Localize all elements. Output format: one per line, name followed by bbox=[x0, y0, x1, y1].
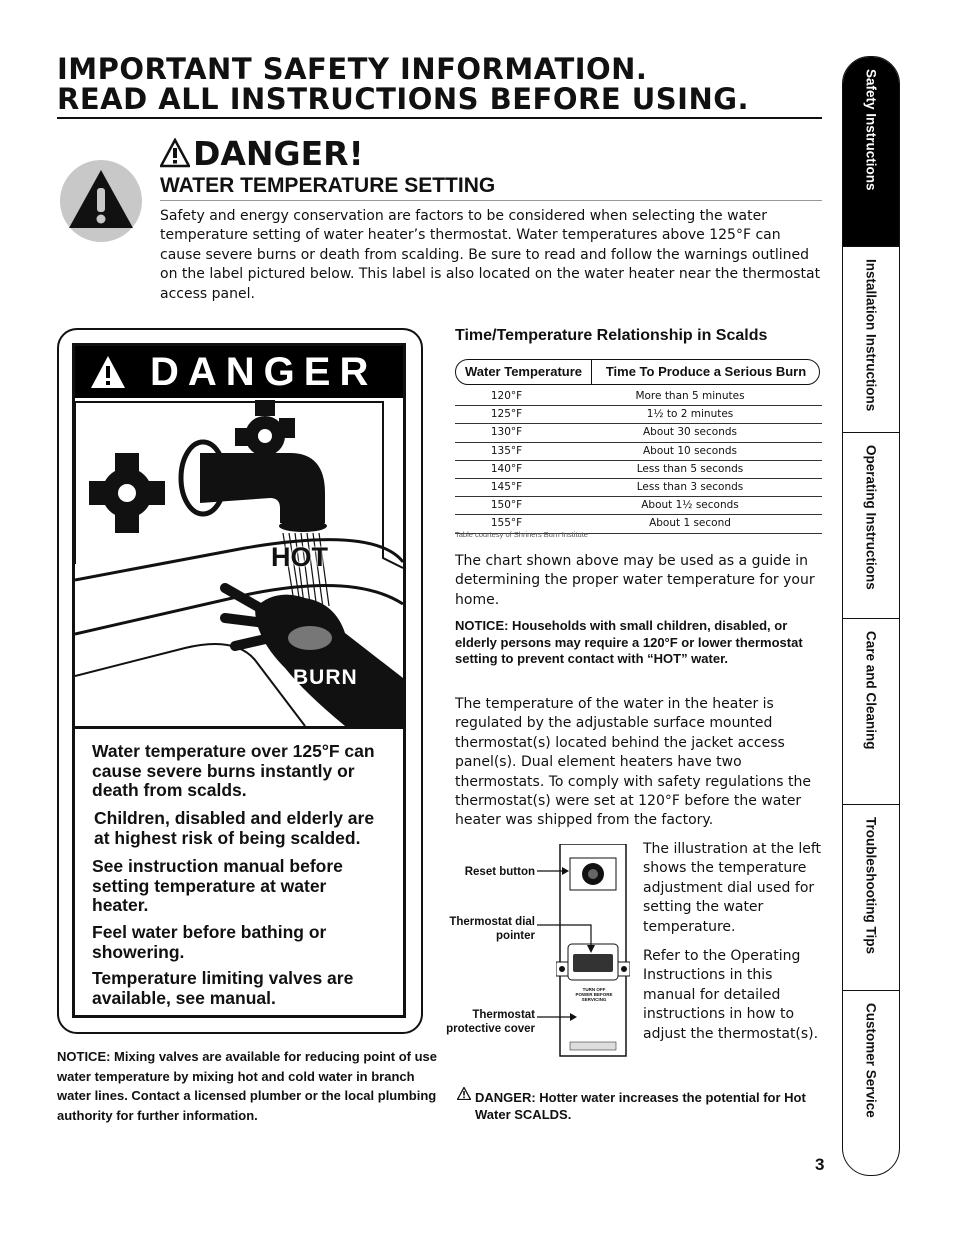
intro-paragraph: Safety and energy conservation are factors to be considered when selecting the water temperature setting of water heater’s thermostat. Water temperatures above 125°F can cause severe burns or death from scalding. Be sure to read and follow the warnings outlined on the label pictured below. This label is also located on the water heater near the thermostat access panel. bbox=[160, 208, 821, 302]
tab-label: Troubleshooting Tips bbox=[863, 817, 879, 954]
time-cell: Less than 3 seconds bbox=[636, 480, 744, 493]
tab-safety-instructions[interactable] bbox=[843, 57, 899, 246]
temp-cell: 155°F bbox=[490, 517, 523, 530]
time-cell: About 1 second bbox=[649, 517, 731, 530]
tab-label: Customer Service bbox=[863, 1003, 879, 1118]
refer-paragraph: Refer to the Operating Instructions in this manual for detailed instructions in how to adjust the thermostat(s). bbox=[643, 948, 819, 1042]
time-cell: Less than 5 seconds bbox=[636, 462, 744, 475]
time-cell: 1½ to 2 minutes bbox=[646, 408, 734, 421]
tab-customer-service[interactable] bbox=[843, 990, 899, 1176]
label-warning-1: Water temperature over 125°F can cause severe burns instantly or death from scalds. bbox=[92, 741, 375, 800]
temp-cell: 140°F bbox=[490, 462, 523, 475]
section-sidebar bbox=[842, 56, 900, 1176]
table-row bbox=[455, 443, 822, 461]
label-warning-4: Feel water before bathing or showering. bbox=[92, 922, 327, 962]
column-header-temperature: Water Temperature bbox=[456, 360, 592, 384]
warning-circle-icon bbox=[60, 160, 142, 242]
service-warning-text: TURN OFF POWER BEFORE SERVICING bbox=[575, 987, 613, 1002]
label-warning-3: See instruction manual before setting temperature at water heater. bbox=[92, 856, 343, 915]
warning-triangle-icon bbox=[89, 354, 127, 390]
hot-water-danger-note: DANGER: Hotter water increases the potential for Hot Water SCALDS. bbox=[475, 1090, 806, 1122]
guide-paragraph: The chart shown above may be used as a guide in determining the proper water temperature for your home. bbox=[455, 553, 815, 608]
burn-label: BURN bbox=[293, 666, 358, 689]
danger-title-text: DANGER! bbox=[193, 134, 364, 173]
time-cell: About 1½ seconds bbox=[641, 499, 739, 512]
label-warning-5: Temperature limiting valves are available, see manual. bbox=[92, 968, 354, 1008]
table-row bbox=[455, 424, 822, 442]
danger-title bbox=[160, 134, 364, 174]
time-cell: More than 5 minutes bbox=[635, 390, 745, 402]
warning-triangle-icon bbox=[160, 138, 190, 168]
households-notice: NOTICE: Households with small children, disabled, or elderly persons may require a 120°F or lower thermostat setting to prevent contact with “HOT” water. bbox=[455, 618, 803, 666]
temp-cell: 150°F bbox=[490, 499, 523, 512]
tab-label: Care and Cleaning bbox=[863, 631, 879, 750]
table-row bbox=[455, 497, 822, 515]
temp-cell: 130°F bbox=[490, 426, 523, 439]
mixing-valve-notice: NOTICE: Mixing valves are available for reducing point of use water temperature by mixing hot and cold water in branch water lines. Contact a licensed plumber or the local plumbing authority for further information. bbox=[57, 1049, 437, 1123]
thermostat-paragraph: The temperature of the water in the heater is regulated by the adjustable surface mounted thermostat(s) located behind the jacket access panel(s). Dual element heaters have two thermostats. To comply with safety regulations the thermostat(s) were set at 120°F before the water heater was shipped from the factory. bbox=[455, 696, 811, 829]
header-divider bbox=[57, 117, 822, 119]
table-row bbox=[455, 388, 822, 406]
header-line-1: IMPORTANT SAFETY INFORMATION. bbox=[57, 52, 648, 86]
tab-label: Operating Instructions bbox=[863, 445, 879, 590]
hot-label: HOT bbox=[271, 542, 328, 572]
section-subtitle: WATER TEMPERATURE SETTING bbox=[160, 174, 496, 197]
callout-reset-button: Reset button bbox=[464, 866, 535, 878]
table-credit: Table courtesy of Shriners Burn Institute bbox=[455, 530, 588, 539]
time-cell: About 10 seconds bbox=[643, 444, 737, 457]
callout-dial-pointer: Thermostat dial pointer bbox=[449, 916, 535, 942]
danger-banner-text: DANGER bbox=[150, 350, 378, 394]
tab-installation-instructions[interactable] bbox=[843, 246, 899, 433]
danger-label-banner bbox=[75, 346, 403, 398]
table-row bbox=[455, 406, 822, 424]
temp-cell: 135°F bbox=[490, 444, 523, 457]
subtitle-divider bbox=[160, 200, 822, 201]
scalding-illustration bbox=[75, 398, 403, 726]
column-header-time: Time To Produce a Serious Burn bbox=[605, 364, 807, 379]
table-row bbox=[455, 479, 822, 497]
tab-troubleshooting-tips[interactable] bbox=[843, 804, 899, 991]
page-header bbox=[57, 54, 749, 114]
table-title: Time/Temperature Relationship in Scalds bbox=[455, 327, 768, 344]
table-header bbox=[455, 359, 820, 385]
tab-care-and-cleaning[interactable] bbox=[843, 618, 899, 805]
warning-triangle-icon bbox=[457, 1087, 471, 1100]
temp-cell: 125°F bbox=[490, 408, 523, 421]
label-divider bbox=[75, 726, 403, 729]
illustration-paragraph: The illustration at the left shows the temperature adjustment dial used for setting the water temperature. bbox=[643, 841, 822, 935]
tab-label: Installation Instructions bbox=[863, 259, 879, 412]
callout-protective-cover: Thermostat protective cover bbox=[446, 1009, 535, 1035]
temp-cell: 120°F bbox=[490, 390, 523, 402]
header-line-2: READ ALL INSTRUCTIONS BEFORE USING. bbox=[57, 82, 750, 116]
page-number: 3 bbox=[815, 1155, 825, 1174]
tab-operating-instructions[interactable] bbox=[843, 432, 899, 619]
scald-table bbox=[455, 388, 822, 534]
temp-cell: 145°F bbox=[490, 480, 523, 493]
time-cell: About 30 seconds bbox=[643, 426, 737, 439]
table-row bbox=[455, 461, 822, 479]
tab-label: Safety Instructions bbox=[863, 69, 879, 191]
label-warning-2: Children, disabled and elderly are at highest risk of being scalded. bbox=[94, 808, 375, 848]
callout-arrows bbox=[537, 860, 597, 1030]
